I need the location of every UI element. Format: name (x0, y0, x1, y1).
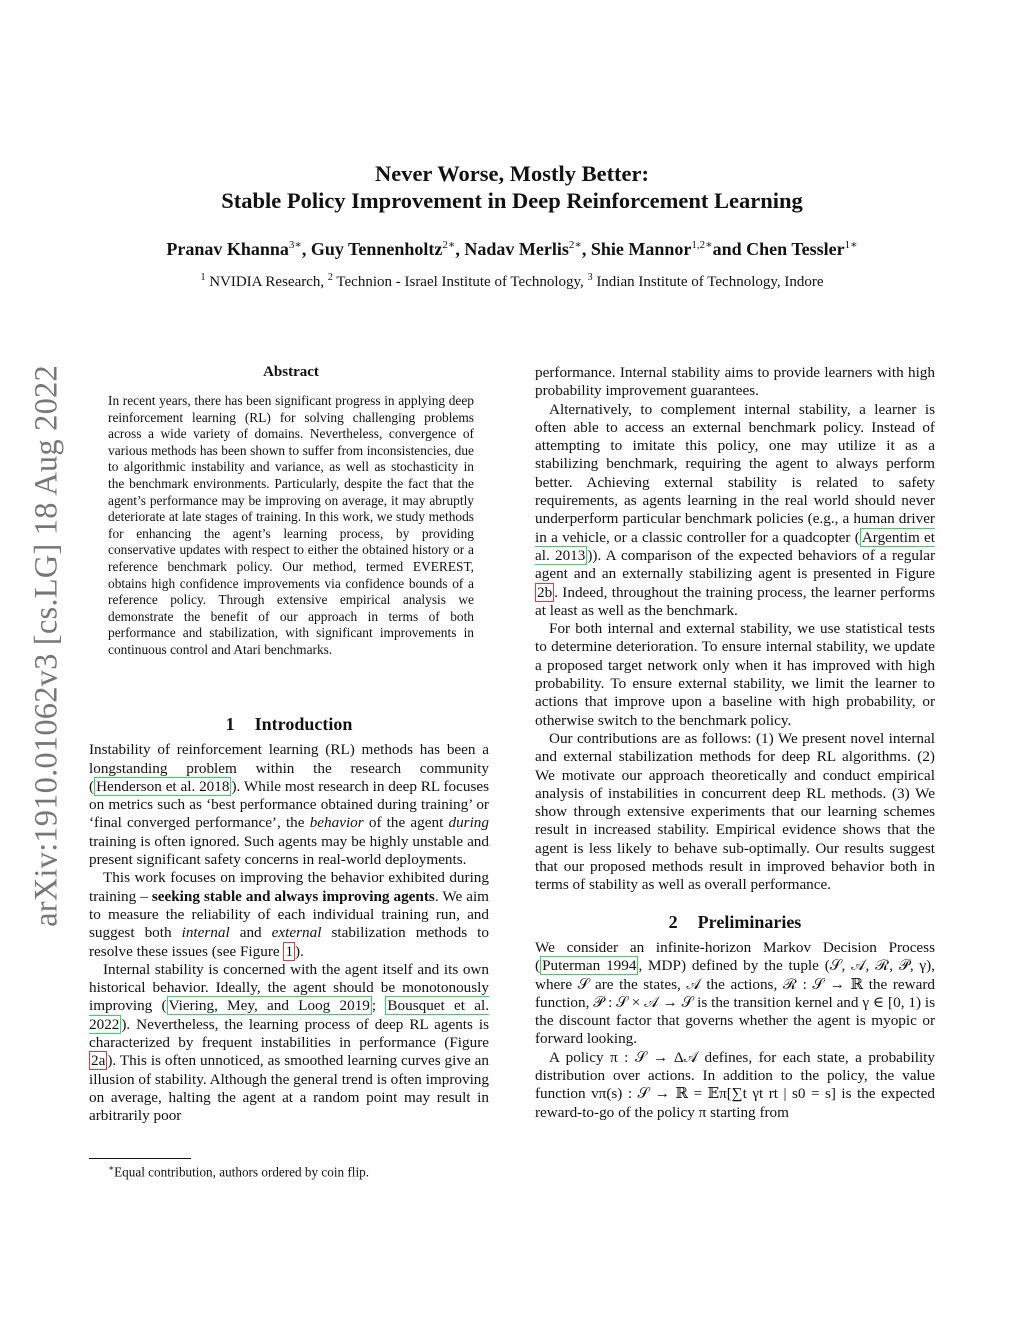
paragraph: Alternatively, to complement internal stability, a learner is often able to access an external benchmark policy. Instead of attempting to imitate this policy, one may utilize it as a stabilizing benchmark, requiring the agent to always perform better. Achieving external stability is related to safety requirements, as agents learning in the real world should never underperform particular benchmark policies (e.g., a human driver in a vehicle, or a classic controller for a quadcopter ( Argentim et al. 2013 )). A comparison of the expected behaviors of a regular agent and an externally stabilizing agent is presented in Figure 2b . Indeed, throughout the training process, the learner performs at least as well as the benchmark. (535, 400, 935, 619)
citation-link[interactable]: Henderson et al. 2018 (96, 777, 230, 795)
paragraph: This work focuses on improving the behavior exhibited during training – seeking stable and always improving agents. We aim to measure the reliability of each individual training run, and suggest both internal and external stabilization methods to resolve these issues (see Figure 1 ). (89, 869, 489, 960)
affiliations: $^1$ NVIDIA Research, $^2$ Technion - Israel Institute of Technology, $^3$ Indian Institute of Technology, Indore (200, 272, 824, 290)
affiliation: Indian Institute of Technology, Indore (596, 274, 824, 290)
paper-title (0, 160, 1024, 214)
paragraph: performance. Internal stability aims to provide learners with high probability improvement guarantees. (535, 364, 935, 400)
paragraph: Instability of reinforcement learning (RL) methods has been a longstanding problem within the research community ( Henderson et al. 2018 ). While most research in deep RL focuses on metrics such as ‘best performance obtained during training’ or ‘final converged performance’, the behavior of the agent during training is often ignored. Such agents may be highly unstable and present significant safety concerns in real-world deployments. (89, 741, 490, 869)
paragraph: For both internal and external stability, we use statistical tests to determine deterioration. To ensure internal stability, we update a proposed target network only when it has improved with high probability. To ensure external stability, we limit the learner to actions that improve upon a baseline with high probability, or otherwise switch to the benchmark policy. (535, 620, 935, 729)
title-line-2: Stable Policy Improvement in Deep Reinforcement Learning (221, 188, 803, 213)
arxiv-stamp (25, 348, 69, 944)
author-name: Pranav Khanna (166, 239, 289, 259)
paragraph: Internal stability is concerned with the agent itself and its own historical behavior. Ideally, the agent should be monotonously improving ( Viering, Mey, and Loog 2019 ; Bousquet et al. 2022 ). Nevertheless, the learning process of deep RL agents is characterized by frequent instabilities in performance (Figure 2a ). This is often unnoticed, as smoothed learning curves give an illusion of stability. Although the general trend is often improving on average, halting the agent at a random point may result in arbitrarily poor (89, 960, 489, 1125)
abstract (108, 364, 474, 659)
right-column (535, 364, 935, 1122)
author-name: Guy Tennenholtz (310, 239, 443, 259)
paragraph: We consider an infinite-horizon Markov Decision Process ( Puterman 1994 , MDP) defined by the tuple (𝒮, 𝒜, ℛ, 𝒫, γ), where 𝒮 are the states, 𝒜 the actions, ℛ : 𝒮 → ℝ the reward function, 𝒫 : 𝒮 × 𝒜 → 𝒮 is the transition kernel and γ ∈ [0, 1) is the discount factor that governs whether the agent is myopic or forward looking. (535, 938, 935, 1048)
figure-ref-link[interactable]: 2b (537, 583, 553, 601)
abstract-heading: Abstract (263, 364, 319, 380)
affiliation: Technion - Israel Institute of Technology, (336, 274, 584, 290)
author-sup: 2∗ (442, 239, 456, 251)
author-name: Shie Mannor (590, 239, 692, 259)
citation-link[interactable]: Bousquet et al. 2022 (89, 997, 489, 1033)
citation-link[interactable]: Argentim et al. 2013 (535, 528, 935, 564)
author-sup: 2∗ (568, 239, 582, 251)
author-name: Nadav Merlis (464, 239, 569, 259)
paragraph: Our contributions are as follows: (1) We present novel internal and external stabilization methods for deep RL algorithms. (2) We motivate our approach theoretically and conduct empirical analysis of instabilities in concurrent deep RL methods. (3) We show through extensive experiments that our learning schemes result in increased stability. Empirical evidence shows that the agent is less likely to behave sub-optimally. Our results suggest that our proposed methods result in improved behavior both in terms of stability as well as overall performance. (535, 729, 935, 894)
author-sup: 1,2∗ (691, 239, 713, 251)
citation-link[interactable]: Viering, Mey, and Loog 2019 (168, 997, 370, 1015)
paragraph: A policy π : 𝒮 → Δ𝒜 defines, for each state, a probability distribution over actions. In addition to the policy, the value function vπ(s) : 𝒮 → ℝ = 𝔼π[∑t γt rt | s0 = s] is the expected reward-to-go of the policy π starting from (535, 1048, 935, 1121)
title-line-1: Never Worse, Mostly Better: (374, 161, 650, 186)
section-heading: 2 Preliminaries (668, 911, 802, 932)
abstract-text: In recent years, there has been significant progress in applying deep reinforcement learning (RL) for solving challenging problems across a wide variety of domains. Nevertheless, convergence of various methods has been shown to suffer from inconsistencies, due to algorithmic instability and variance, as well as stochasticity in the benchmark environments. Particularly, despite the fact that the agent’s performance may be improving on average, it may abruptly deteriorate at late stages of training. In this work, we study methods for enhancing the agent’s learning process, by providing conservative updates with respect to either the obtained history or a reference benchmark policy. Our method, termed EVEREST, obtains high confidence improvements via confidence bounds of a reference policy. Through extensive empirical analysis we demonstrate the benefit of our approach in terms of both performance and stabilization, with significant improvements in continuous control and Atari benchmarks. (108, 393, 474, 657)
figure-ref-link[interactable]: 2a (91, 1052, 106, 1070)
figure-ref-link[interactable]: 1 (285, 942, 294, 960)
author-name: Chen Tessler (746, 239, 845, 259)
section-heading: 1 Introduction (225, 714, 353, 734)
affiliation: NVIDIA Research, (209, 274, 325, 290)
arxiv-id: arXiv:1910.01062v3 [cs.LG] 18 Aug 2022 (28, 365, 65, 927)
footnote-rule (89, 1158, 191, 1159)
author-sup: 1∗ (844, 239, 858, 251)
footnote: ∗Equal contribution, authors ordered by coin flip. (108, 1163, 370, 1180)
citation-link[interactable]: Puterman 1994 (542, 957, 637, 975)
author-list: Pranav Khanna$^{3∗}$, Guy Tennenholtz$^{2∗}$, Nadav Merlis$^{2∗}$, Shie Mannor$^{1,2∗}$and Chen Tessler$^{1∗}$ (166, 239, 858, 259)
author-sup: 3∗ (288, 239, 302, 251)
left-column (89, 715, 489, 1126)
